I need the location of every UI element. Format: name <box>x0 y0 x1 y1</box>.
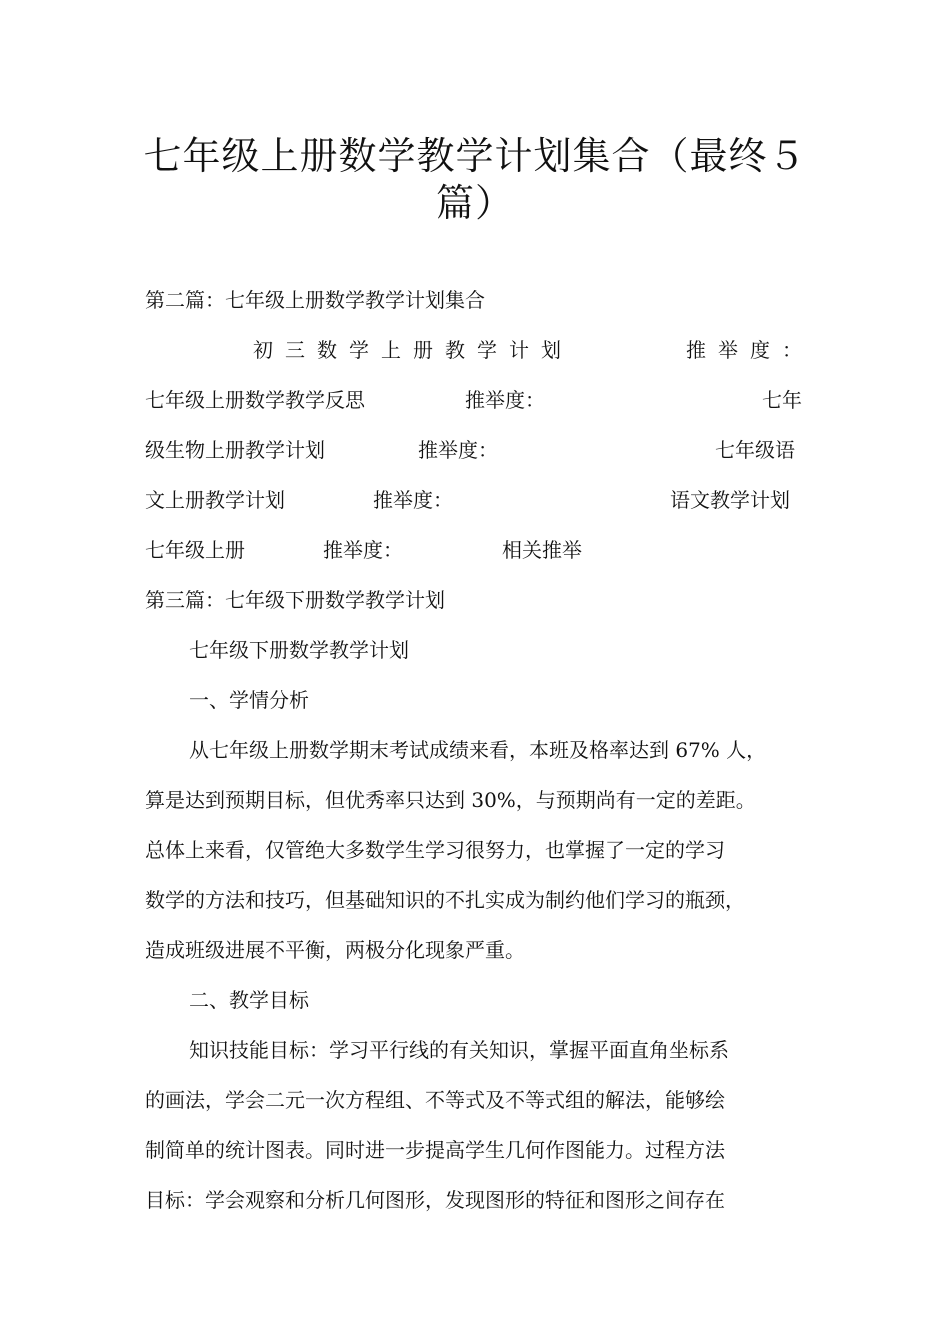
recommend-link-title[interactable]: 级生物上册教学计划 <box>145 438 325 462</box>
paragraph-line: 总体上来看，仅管绝大多数学生学习很努力，也掌握了一定的学习 <box>145 838 725 862</box>
paragraph-line: 数学的方法和技巧，但基础知识的不扎实成为制约他们学习的瓶颈， <box>145 888 745 912</box>
recommend-link-title[interactable]: 七年级上册数学教学反思 <box>145 388 365 412</box>
section-3-heading: 第三篇：七年级下册数学教学计划 <box>145 588 445 612</box>
heading-situation-analysis: 一、学情分析 <box>189 688 309 712</box>
paragraph-line: 造成班级进展不平衡，两极分化现象严重。 <box>145 938 525 962</box>
recommend-label: 推举度： <box>418 438 498 462</box>
paragraph-line: 算是达到预期目标，但优秀率只达到 30%，与预期尚有一定的差距。 <box>145 788 756 812</box>
recommend-link-title[interactable]: 七年级语 <box>715 438 795 462</box>
document-title-line-1: 七年级上册数学教学计划集合（最终５ <box>143 134 807 178</box>
paragraph-line: 知识技能目标：学习平行线的有关知识，掌握平面直角坐标系 <box>189 1038 729 1062</box>
recommend-label: 推举度： <box>465 388 545 412</box>
document-title-line-2: 篇） <box>435 181 514 225</box>
recommend-label: 推举度： <box>686 338 814 362</box>
recommend-link-title[interactable]: 语文教学计划 <box>670 488 790 512</box>
recommend-link-title[interactable]: 七年 <box>762 388 802 412</box>
paragraph-line: 从七年级上册数学期末考试成绩来看，本班及格率达到 67% 人， <box>189 738 767 762</box>
related-recommend-label: 相关推举 <box>502 538 582 562</box>
section-2-heading: 第二篇：七年级上册数学教学计划集合 <box>145 288 485 312</box>
recommend-link-title[interactable]: 文上册教学计划 <box>145 488 285 512</box>
recommend-link-title[interactable]: 初三数学上册教学计划 <box>253 338 573 362</box>
recommend-link-title[interactable]: 七年级上册 <box>145 538 245 562</box>
heading-teaching-goals: 二、教学目标 <box>189 988 309 1012</box>
paragraph-line: 的画法，学会二元一次方程组、不等式及不等式组的解法，能够绘 <box>145 1088 725 1112</box>
recommend-label: 推举度： <box>373 488 453 512</box>
section-3-subtitle: 七年级下册数学教学计划 <box>189 638 409 662</box>
paragraph-line: 制简单的统计图表。同时进一步提高学生几何作图能力。过程方法 <box>145 1138 725 1162</box>
paragraph-line: 目标：学会观察和分析几何图形，发现图形的特征和图形之间存在 <box>145 1188 725 1212</box>
recommend-label: 推举度： <box>323 538 403 562</box>
